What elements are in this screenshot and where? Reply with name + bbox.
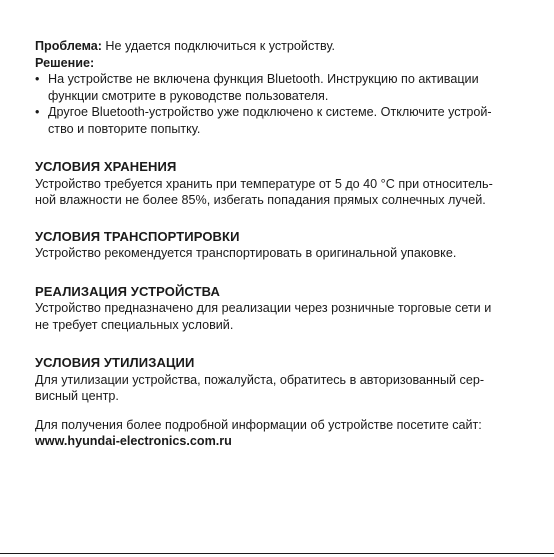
disposal-section [35, 355, 535, 405]
sale-line-1: Устройство предназначено для реализации через розничные торговые сети и [35, 301, 492, 315]
disposal-line-1: Для утилизации устройства, пожалуйста, обратитесь в авторизованный сер- [35, 372, 485, 387]
problem-label: Проблема: [35, 39, 102, 53]
disposal-line-2: висный центр. [35, 389, 119, 403]
transport-section [35, 229, 535, 262]
storage-line-1: Устройство требуется хранить при температуре от 5 до 40 °С при относитель- [35, 176, 493, 191]
bullet-1-line-2: функции смотрите в руководстве пользователя. [48, 88, 329, 103]
sale-line-2: не требует специальных условий. [35, 317, 234, 332]
website-link[interactable]: www.hyundai-electronics.com.ru [35, 434, 232, 448]
problem-line [35, 38, 535, 55]
info-text: Для получения более подробной информации об устройстве посетите сайт: [35, 417, 482, 432]
transport-heading: УСЛОВИЯ ТРАНСПОРТИРОВКИ [35, 228, 240, 244]
disposal-heading: УСЛОВИЯ УТИЛИЗАЦИИ [35, 355, 195, 370]
bullet-2-line-2: ство и повторите попытку. [48, 121, 201, 136]
problem-text: Не удается подключиться к устройству. [101, 39, 335, 53]
sale-heading: РЕАЛИЗАЦИЯ УСТРОЙСТВА [35, 283, 220, 299]
info-paragraph [35, 417, 535, 450]
bullet-marker: • [35, 72, 40, 86]
storage-line-2: ной влажности не более 85%, избегать попадания прямых солнечных лучей. [35, 193, 486, 207]
transport-line-1: Устройство рекомендуется транспортировать в оригинальной упаковке. [35, 246, 457, 260]
solution-label: Решение: [35, 55, 95, 70]
document-body [35, 38, 535, 450]
bullet-2-line-1: Другое Bluetooth-устройство уже подключено к системе. Отключите устрой- [48, 105, 492, 119]
solution-bullet-1 [35, 71, 535, 104]
storage-section [35, 159, 535, 209]
bullet-1-line-1: На устройстве не включена функция Bluetooth. Инструкцию по активации [48, 72, 479, 86]
solution-bullet-2 [35, 104, 535, 137]
sale-section [35, 284, 535, 334]
bottom-divider [0, 553, 554, 554]
bullet-marker: • [35, 105, 40, 119]
storage-heading: УСЛОВИЯ ХРАНЕНИЯ [35, 159, 177, 174]
